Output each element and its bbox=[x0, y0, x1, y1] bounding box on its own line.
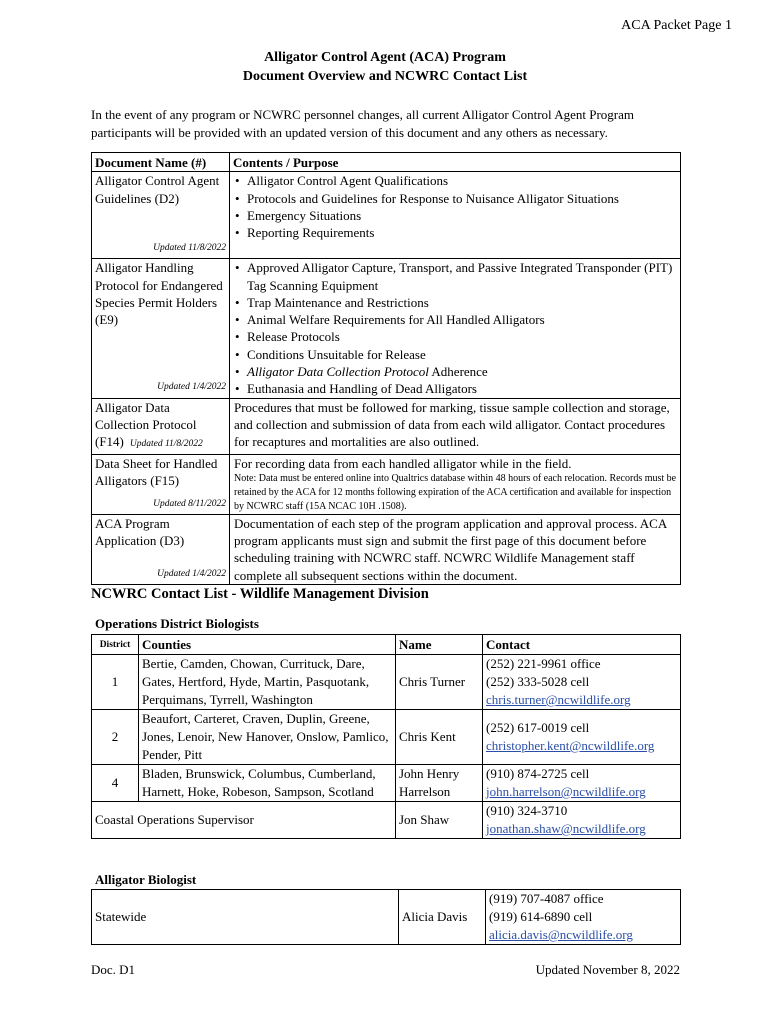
email-link[interactable]: john.harrelson@ncwildlife.org bbox=[486, 784, 646, 799]
document-name-cell bbox=[92, 454, 230, 514]
table-row bbox=[92, 454, 681, 514]
footer-updated: Updated November 8, 2022 bbox=[535, 962, 680, 977]
alligator-biologist-table bbox=[91, 889, 681, 945]
contact-list-heading: NCWRC Contact List - Wildlife Management Division bbox=[91, 586, 429, 602]
table-row bbox=[92, 398, 681, 454]
contact-cell bbox=[483, 710, 681, 765]
list-item-suffix: Adherence bbox=[428, 364, 488, 380]
document-overview-table bbox=[91, 152, 681, 585]
document-name: Alligator Data Collection Protocol (F14) bbox=[95, 399, 197, 450]
updated-date: Updated 11/8/2022 bbox=[153, 243, 226, 253]
phone-cell: (252) 617-0019 cell bbox=[486, 720, 590, 735]
ops-biologists-heading: Operations District Biologists bbox=[95, 616, 259, 631]
contents-cell: Procedures that must be followed for marking, tissue sample collection and storage, and collection and submission of data from each wild alligator. Contact procedures for recaptures and mortalities are also outlined. bbox=[230, 398, 681, 454]
page-number: ACA Packet Page 1 bbox=[621, 18, 732, 33]
list-item: • Approved Alligator Capture, Transport, and Passive Integrated Transponder (PIT) Tag Scanning Equipment bbox=[247, 259, 677, 294]
phone-cell: (910) 874-2725 cell bbox=[486, 766, 590, 781]
counties-cell: Bertie, Camden, Chowan, Currituck, Dare, Gates, Hertford, Hyde, Martin, Pasquotank, Perquimans, Tyrrell, Washington bbox=[139, 655, 396, 710]
title-line-1: Alligator Control Agent (ACA) Program bbox=[264, 50, 506, 65]
table-row bbox=[92, 802, 681, 839]
document-name: ACA Program Application (D3) bbox=[95, 515, 185, 549]
note-text: Note: Data must be entered online into Qualtrics database within 48 hours of each relocation. Records must be retained by the ACA for 12 months following expiration of the ACA certification and available for inspection by NCWRC staff (15A NCAC 10H .1508). bbox=[234, 472, 677, 512]
list-item bbox=[247, 363, 677, 380]
email-link[interactable]: christopher.kent@ncwildlife.org bbox=[486, 738, 655, 753]
list-item: • Release Protocols bbox=[247, 328, 677, 345]
contents-cell: Documentation of each step of the program application and approval process. ACA program applicants must sign and submit the first page of this document before scheduling training with NCWRC staff. NCWRC Wildlife Management staff complete all subsequent sections within the document. bbox=[230, 514, 681, 584]
biologist-name: Chris Turner bbox=[396, 655, 483, 710]
table-row bbox=[92, 765, 681, 802]
list-item: • Conditions Unsuitable for Release bbox=[247, 346, 677, 363]
biologist-name: John Henry Harrelson bbox=[396, 765, 483, 802]
district-number: 4 bbox=[92, 765, 139, 802]
list-item: • Reporting Requirements bbox=[247, 224, 677, 241]
district-number: 2 bbox=[92, 710, 139, 765]
document-name-cell bbox=[92, 172, 230, 259]
table-row bbox=[92, 890, 681, 945]
district-number: 1 bbox=[92, 655, 139, 710]
updated-date: Updated 8/11/2022 bbox=[153, 498, 226, 509]
list-item: • Euthanasia and Handling of Dead Alligators bbox=[247, 380, 677, 397]
contents-list bbox=[234, 259, 677, 397]
updated-date: Updated 1/4/2022 bbox=[157, 568, 226, 579]
protocol-reference: Alligator Data Collection Protocol bbox=[247, 364, 429, 380]
phone-office: (919) 707-4087 office bbox=[489, 891, 604, 906]
header-name: Name bbox=[396, 635, 483, 655]
contents-list bbox=[234, 172, 677, 241]
contents-cell bbox=[230, 259, 681, 398]
document-name: Data Sheet for Handled Alligators (F15) bbox=[95, 455, 218, 488]
header-document-name: Document Name (#) bbox=[92, 153, 230, 172]
counties-cell: Bladen, Brunswick, Columbus, Cumberland, Harnett, Hoke, Robeson, Sampson, Scotland bbox=[139, 765, 396, 802]
footer-doc-id: Doc. D1 bbox=[91, 962, 136, 977]
header-counties: Counties bbox=[139, 635, 396, 655]
phone: (910) 324-3710 bbox=[486, 803, 568, 818]
list-item: • Animal Welfare Requirements for All Handled Alligators bbox=[247, 311, 677, 328]
email-link[interactable]: jonathan.shaw@ncwildlife.org bbox=[486, 821, 646, 836]
table-row bbox=[92, 259, 681, 398]
counties-cell: Beaufort, Carteret, Craven, Duplin, Greene, Jones, Lenoir, New Hanover, Onslow, Pamlico, Pender, Pitt bbox=[139, 710, 396, 765]
document-name-cell bbox=[92, 514, 230, 584]
document-name-cell bbox=[92, 398, 230, 454]
operations-contacts-table bbox=[91, 634, 681, 839]
document-name-cell bbox=[92, 259, 230, 398]
list-item: • Emergency Situations bbox=[247, 207, 677, 224]
table-header-row bbox=[92, 153, 681, 172]
updated-date: Updated 1/4/2022 bbox=[157, 382, 226, 393]
intro-paragraph: In the event of any program or NCWRC personnel changes, all current Alligator Control Agent Program participants will be provided with an updated version of this document and any others as necessary. bbox=[91, 107, 634, 140]
contact-cell bbox=[483, 802, 681, 839]
coastal-supervisor-label: Coastal Operations Supervisor bbox=[92, 802, 396, 839]
table-header-row bbox=[92, 635, 681, 655]
phone-office: (252) 221-9961 office bbox=[486, 656, 601, 671]
email-link[interactable]: alicia.davis@ncwildlife.org bbox=[489, 927, 633, 942]
alligator-biologist-heading: Alligator Biologist bbox=[95, 872, 197, 887]
contact-cell bbox=[486, 890, 681, 945]
updated-date: Updated 11/8/2022 bbox=[129, 439, 203, 450]
header-district: District bbox=[92, 635, 139, 655]
email-link[interactable]: chris.turner@ncwildlife.org bbox=[486, 692, 631, 707]
coverage-label: Statewide bbox=[92, 890, 399, 945]
table-row bbox=[92, 172, 681, 259]
list-item: • Trap Maintenance and Restrictions bbox=[247, 294, 677, 311]
document-name: Alligator Handling Protocol for Endangered Species Permit Holders (E9) bbox=[95, 260, 223, 328]
contents-cell bbox=[230, 454, 681, 514]
list-item: • Protocols and Guidelines for Response to Nuisance Alligator Situations bbox=[247, 190, 677, 207]
page-title bbox=[0, 48, 770, 86]
contents-text: For recording data from each handled alligator while in the field. bbox=[234, 455, 572, 471]
header-contents: Contents / Purpose bbox=[230, 153, 681, 172]
table-row bbox=[92, 514, 681, 584]
supervisor-name: Jon Shaw bbox=[396, 802, 483, 839]
header-contact: Contact bbox=[483, 635, 681, 655]
title-line-2: Document Overview and NCWRC Contact List bbox=[242, 69, 528, 84]
biologist-name: Alicia Davis bbox=[399, 890, 486, 945]
contents-cell bbox=[230, 172, 681, 259]
contact-cell bbox=[483, 765, 681, 802]
contact-cell bbox=[483, 655, 681, 710]
document-name: Alligator Control Agent Guidelines (D2) bbox=[95, 173, 220, 206]
list-item: • Alligator Control Agent Qualifications bbox=[247, 172, 677, 189]
table-row bbox=[92, 655, 681, 710]
table-row bbox=[92, 710, 681, 765]
phone-cell: (252) 333-5028 cell bbox=[486, 674, 590, 689]
biologist-name: Chris Kent bbox=[396, 710, 483, 765]
phone-cell: (919) 614-6890 cell bbox=[489, 909, 593, 924]
